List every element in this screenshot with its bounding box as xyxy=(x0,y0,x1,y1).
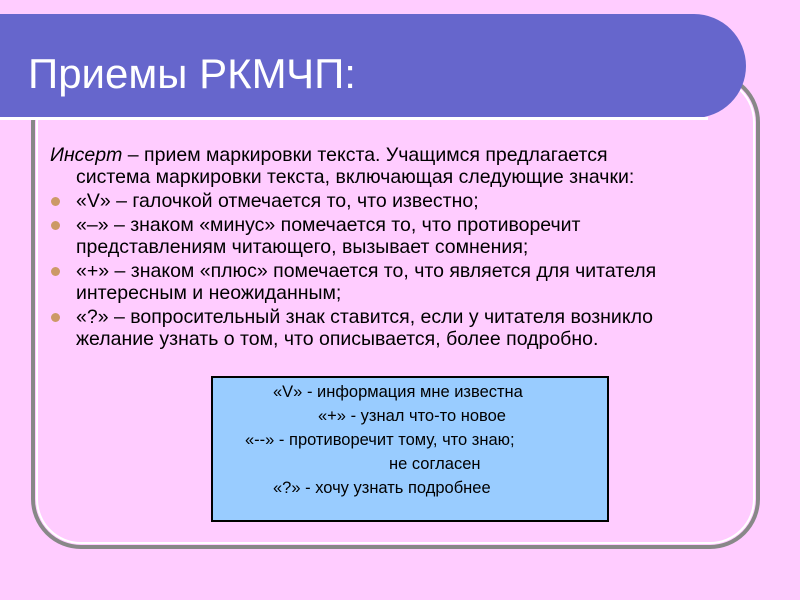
bullet-line1: «–» – знаком «минус» помечается то, что противоречит xyxy=(76,214,581,236)
intro-term: Инсерт xyxy=(50,144,123,166)
bullet-line1: «+» – знаком «плюс» помечается то, что является для читателя xyxy=(76,260,657,282)
bullet-icon xyxy=(51,313,60,322)
bullet-line1: «?» – вопросительный знак ставится, если у читателя возникло xyxy=(76,306,654,328)
list-item xyxy=(50,214,750,258)
intro-line1-rest: – прием маркировки текста. Учащимся предлагается xyxy=(122,144,608,166)
legend-line-disagree: не согласен xyxy=(389,455,481,473)
legend-line-want-to-know: «?» - хочу узнать подробнее xyxy=(273,479,491,497)
title-underline xyxy=(0,117,708,120)
legend-line-contradicts: «--» - противоречит тому, что знаю; xyxy=(245,431,515,449)
intro-paragraph xyxy=(50,144,750,188)
intro-line2: система маркировки текста, включающая следующие значки: xyxy=(76,166,635,188)
bullet-line2: интересным и неожиданным; xyxy=(76,282,342,304)
legend-box xyxy=(211,376,609,522)
list-item xyxy=(50,306,750,350)
title-bar xyxy=(0,14,746,118)
legend-line-known: «V» - информация мне известна xyxy=(273,383,523,401)
list-item xyxy=(50,260,750,304)
bullet-line2: желание узнать о том, что описывается, более подробно. xyxy=(76,328,599,350)
bullet-list xyxy=(50,190,750,350)
bullet-line2: представлениям читающего, вызывает сомнения; xyxy=(76,236,529,258)
bullet-icon xyxy=(51,221,60,230)
slide-title: Приемы РКМЧП: xyxy=(28,50,356,97)
list-item xyxy=(50,190,750,212)
bullet-line1: «V» – галочкой отмечается то, что известно; xyxy=(76,190,479,212)
slide-body xyxy=(50,144,750,352)
legend-line-new: «+» - узнал что-то новое xyxy=(318,407,506,425)
bullet-icon xyxy=(51,197,60,206)
bullet-icon xyxy=(51,267,60,276)
